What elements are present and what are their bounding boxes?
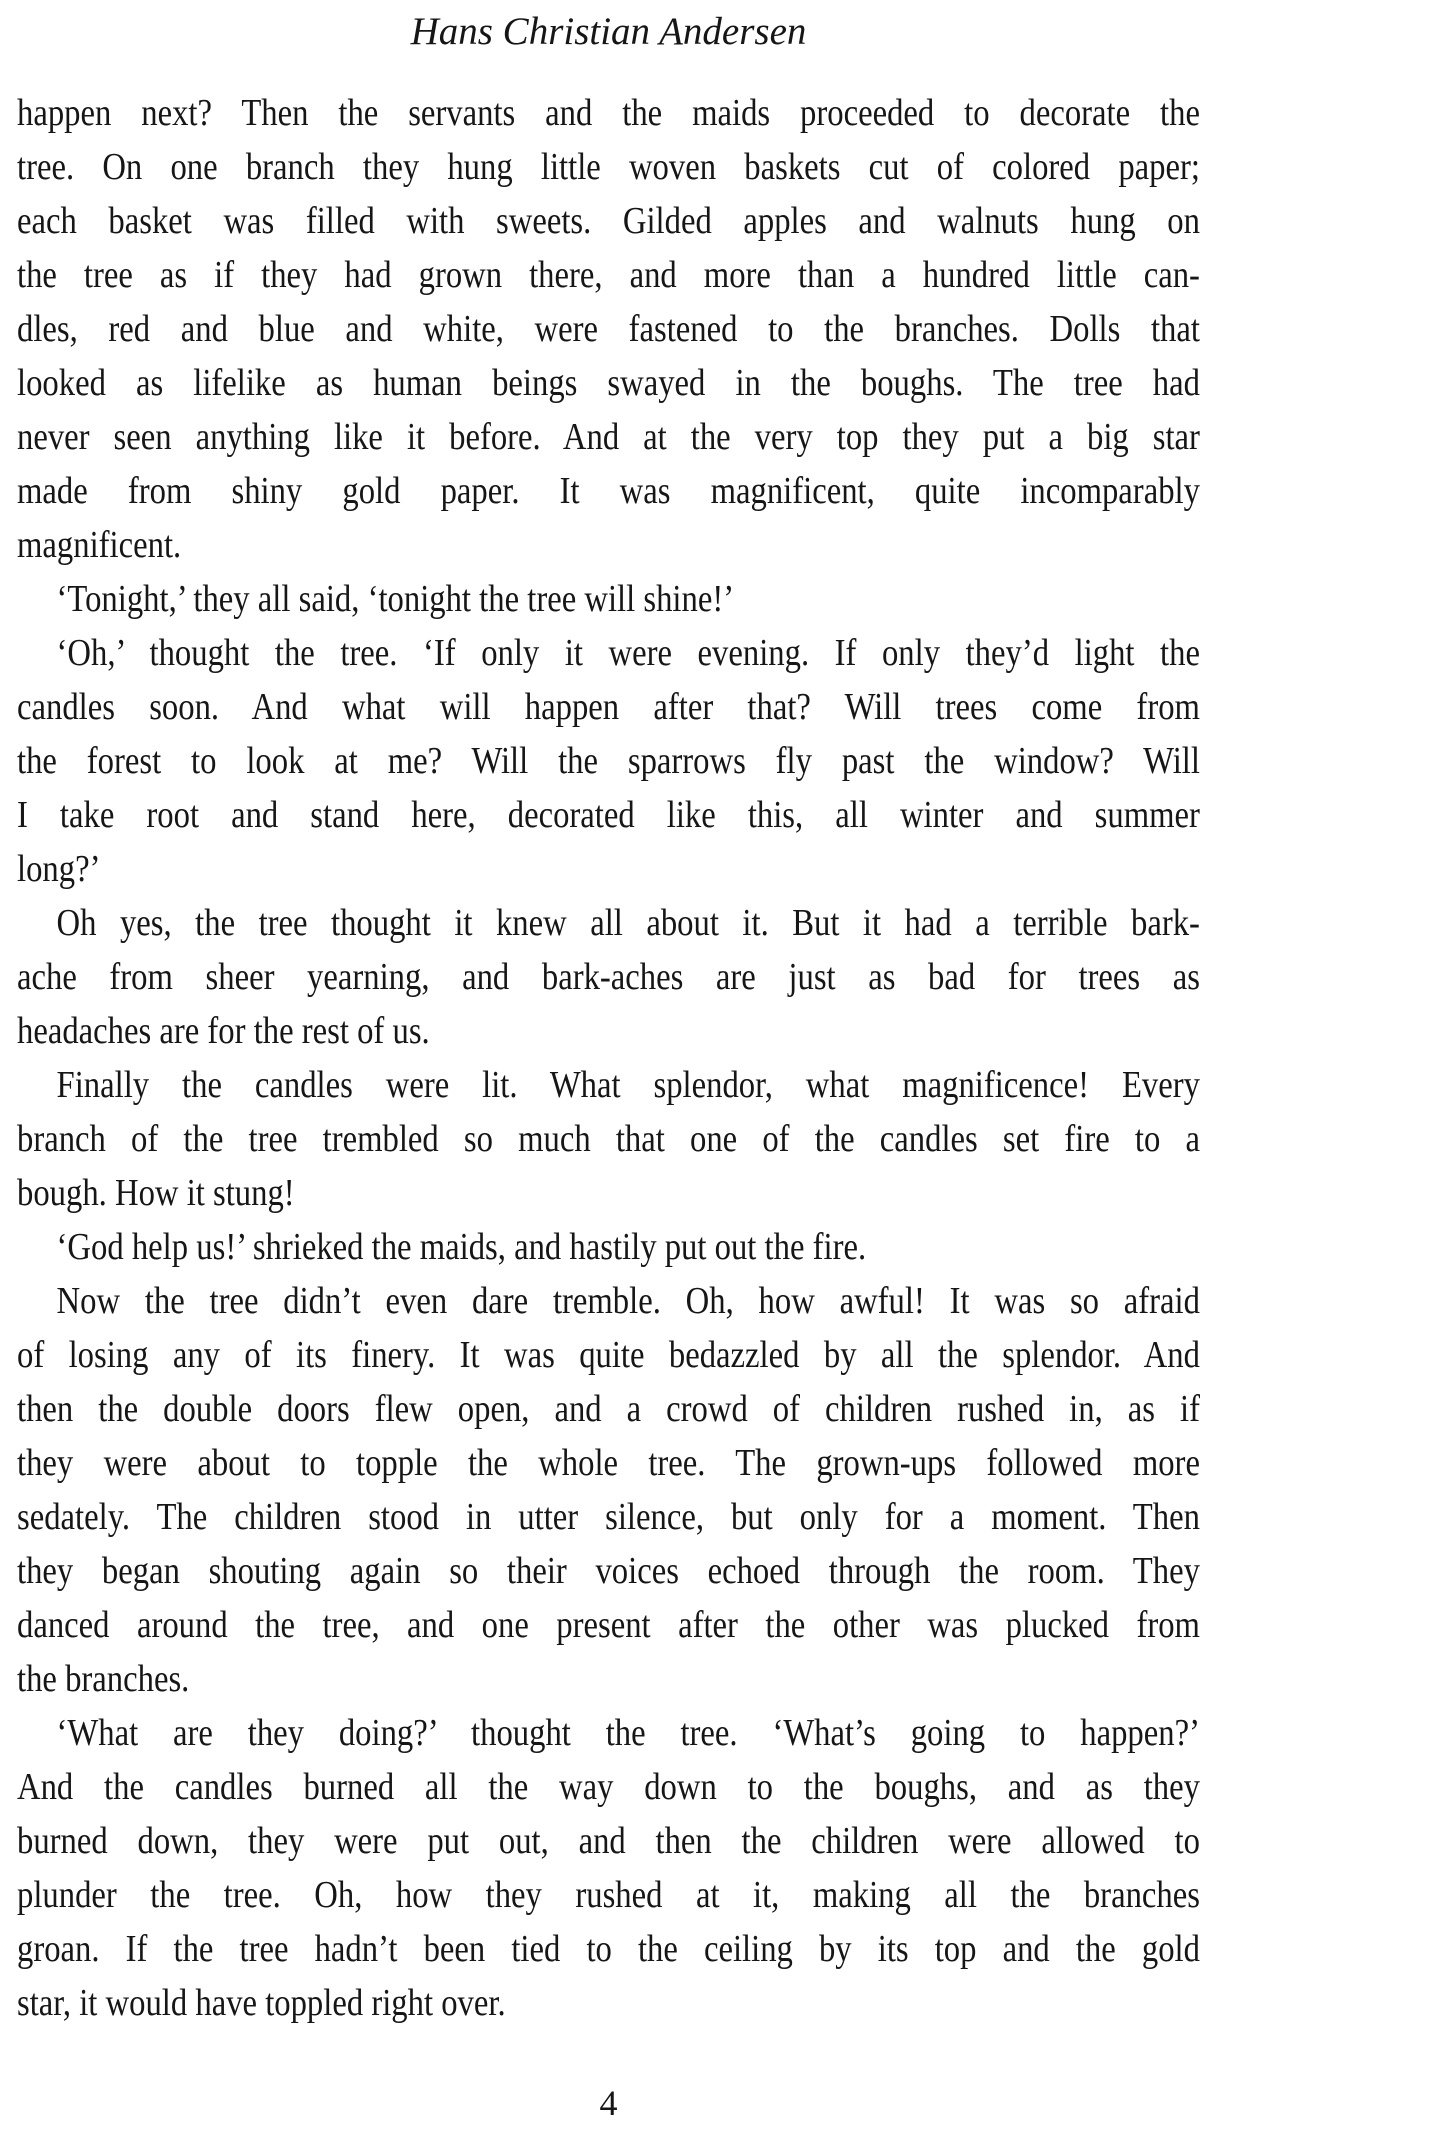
- text-line: magnificent.: [17, 524, 182, 566]
- text-line: dles, red and blue and white, were fastened to the branches. Dolls that: [17, 308, 1200, 350]
- text-line: then the double doors flew open, and a crowd of children rushed in, as if: [17, 1388, 1200, 1430]
- text-line: made from shiny gold paper. It was magnificent, quite incomparably: [17, 470, 1200, 512]
- text-line: And the candles burned all the way down to the boughs, and as they: [17, 1766, 1200, 1808]
- text-line: looked as lifelike as human beings swayed in the boughs. The tree had: [17, 362, 1200, 404]
- text-line: Oh yes, the tree thought it knew all about it. But it had a terrible bark-: [56, 902, 1200, 944]
- text-line: never seen anything like it before. And at the very top they put a big star: [17, 416, 1200, 458]
- text-line: danced around the tree, and one present after the other was plucked from: [17, 1604, 1200, 1646]
- text-line: branch of the tree trembled so much that one of the candles set fire to a: [17, 1118, 1200, 1160]
- text-line: Finally the candles were lit. What splendor, what magnificence! Every: [56, 1064, 1200, 1106]
- text-line: burned down, they were put out, and then the children were allowed to: [17, 1820, 1200, 1862]
- text-line: headaches are for the rest of us.: [17, 1010, 430, 1052]
- text-line: of losing any of its finery. It was quite bedazzled by all the splendor. And: [17, 1334, 1200, 1376]
- text-line: ‘What are they doing?’ thought the tree. ‘What’s going to happen?’: [56, 1712, 1200, 1754]
- text-line: sedately. The children stood in utter silence, but only for a moment. Then: [17, 1496, 1200, 1538]
- text-line: long?’: [17, 848, 101, 890]
- text-line: candles soon. And what will happen after that? Will trees come from: [17, 686, 1200, 728]
- page-number: 4: [599, 2083, 618, 2123]
- text-line: I take root and stand here, decorated like this, all winter and summer: [17, 794, 1200, 836]
- text-line: the branches.: [17, 1658, 190, 1700]
- running-header: Hans Christian Andersen: [410, 10, 807, 53]
- text-line: ache from sheer yearning, and bark-aches are just as bad for trees as: [17, 956, 1200, 998]
- text-line: the tree as if they had grown there, and more than a hundred little can-: [17, 254, 1200, 296]
- text-line: happen next? Then the servants and the maids proceeded to decorate the: [17, 92, 1200, 134]
- text-line: star, it would have toppled right over.: [17, 1982, 506, 2024]
- text-line: Now the tree didn’t even dare tremble. Oh, how awful! It was so afraid: [56, 1280, 1200, 1322]
- text-line: plunder the tree. Oh, how they rushed at it, making all the branches: [17, 1874, 1200, 1916]
- body-text: [17, 86, 1200, 2030]
- text-line: bough. How it stung!: [17, 1172, 295, 1214]
- text-line: the forest to look at me? Will the sparrows fly past the window? Will: [17, 740, 1200, 782]
- text-line: each basket was filled with sweets. Gilded apples and walnuts hung on: [17, 200, 1200, 242]
- text-line: tree. On one branch they hung little woven baskets cut of colored paper;: [17, 146, 1200, 188]
- text-line: ‘Oh,’ thought the tree. ‘If only it were evening. If only they’d light the: [56, 632, 1200, 674]
- text-line: they were about to topple the whole tree. The grown-ups followed more: [17, 1442, 1200, 1484]
- text-line: groan. If the tree hadn’t been tied to the ceiling by its top and the gold: [17, 1928, 1200, 1970]
- text-line: ‘Tonight,’ they all said, ‘tonight the tree will shine!’: [56, 578, 735, 620]
- text-line: ‘God help us!’ shrieked the maids, and hastily put out the fire.: [56, 1226, 867, 1268]
- text-line: they began shouting again so their voices echoed through the room. They: [17, 1550, 1200, 1592]
